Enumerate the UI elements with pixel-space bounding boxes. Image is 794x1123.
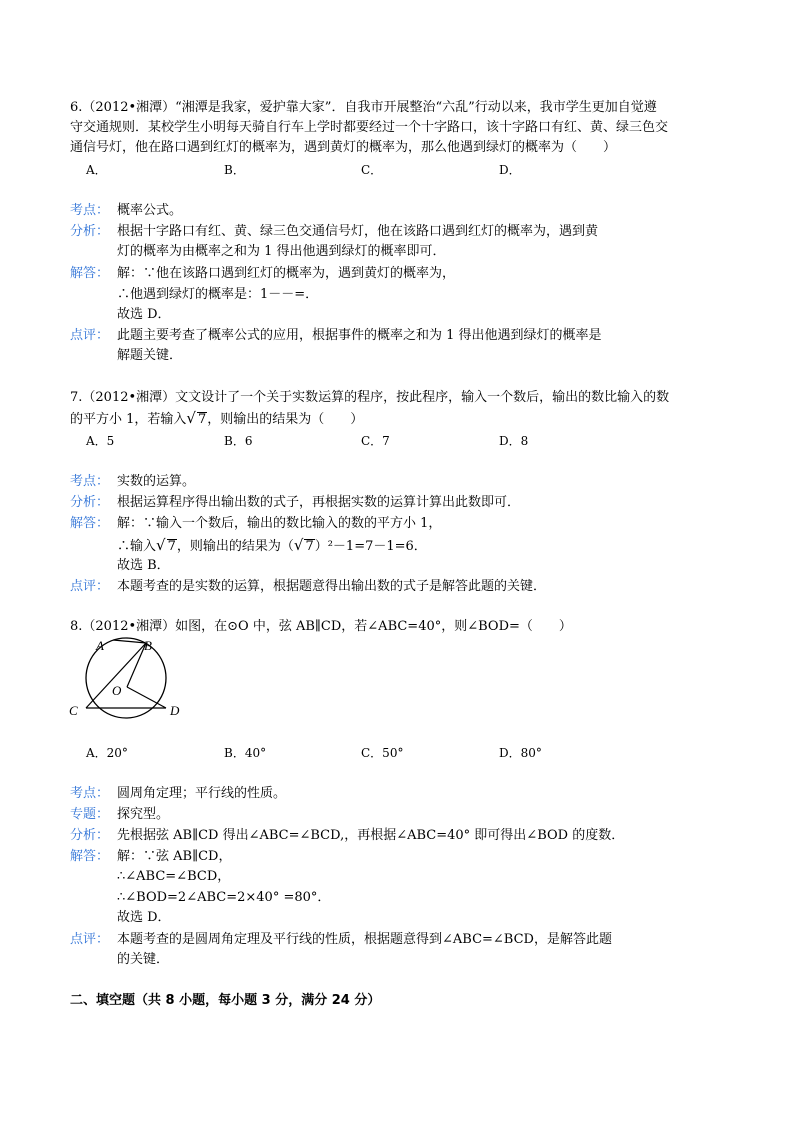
q7-stem-line1: 7.（2012•湘潭）文文设计了一个关于实数运算的程序，按此程序，输入一个数后，输出的数比输入的数 (70, 390, 670, 405)
q7-jieda2-radicand2: 7 (305, 539, 314, 554)
q6-jieda-line1: 解：∵他在该路口遇到红灯的概率为，遇到黄灯的概率为， (117, 266, 456, 281)
q6-dianping-line1: 此题主要考查了概率公式的应用，根据事件的概率之和为 1 得出他遇到绿灯的概率是 (117, 328, 602, 343)
q8-zhuanti: 探究型。 (117, 807, 170, 822)
q8-dianping-label: 点评： (70, 932, 110, 947)
q6-option-a: A． (86, 163, 107, 177)
q8-kaodian: 圆周角定理；平行线的性质。 (117, 786, 287, 801)
q7-jieda-line2 (117, 535, 427, 557)
circle-figure (66, 637, 190, 721)
q6-jieda-line2: ∴他遇到绿灯的概率是：1－－=． (117, 287, 319, 302)
q7-stem-pre: 的平方小 1，若输入 (70, 412, 187, 427)
q6-stem-line1: 6.（2012•湘潭）“湘潭是我家，爱护靠大家”．自我市开展整治“六乱”行动以来，我市学生更加自觉遵 (70, 100, 657, 115)
q8-jieda-line1: 解：∵弦 AB∥CD， (117, 849, 232, 864)
q8-option-c: C．50° (361, 746, 404, 760)
q7-option-d: D．8 (499, 434, 529, 448)
q7-kaodian-label: 考点： (70, 474, 110, 489)
q7-jieda2-pre: ∴输入 (117, 539, 157, 554)
q8-option-d: D．80° (499, 746, 542, 760)
q7-stem-radicand: 7 (197, 412, 207, 427)
q8-kaodian-label: 考点： (70, 786, 110, 801)
q8-zhuanti-label: 专题： (70, 807, 110, 822)
point-label-a: A (96, 638, 104, 653)
q8-option-b: B．40° (224, 746, 267, 760)
q7-option-a: A．5 (86, 434, 115, 448)
q6-jieda-label: 解答： (70, 266, 110, 281)
q6-fenxi-label: 分析： (70, 224, 110, 239)
radius-od (127, 687, 166, 708)
q6-dianping-line2: 解题关键． (117, 348, 183, 363)
q7-dianping-label: 点评： (70, 579, 110, 594)
q7-fenxi-label: 分析： (70, 495, 110, 510)
point-label-d: D (170, 703, 180, 718)
q6-option-d: D． (499, 163, 521, 177)
q8-fenxi: 先根据弦 AB∥CD 得出∠ABC=∠BCD,，再根据∠ABC=40° 即可得出∠BOD 的度数． (117, 828, 625, 843)
q6-option-b: B． (224, 163, 245, 177)
q7-option-c: C．7 (361, 434, 390, 448)
q6-jieda-line3: 故选 D． (117, 307, 171, 322)
q7-jieda2-mid: ，则输出的结果为（ (176, 539, 294, 554)
q8-option-a: A．20° (86, 746, 128, 760)
q8-fenxi-label: 分析： (70, 828, 110, 843)
point-label-o: O (112, 683, 122, 698)
q6-kaodian: 概率公式。 (117, 203, 183, 218)
q7-jieda-line3: 故选 B． (117, 558, 170, 573)
q7-fenxi: 根据运算程序得出输出数的式子，再根据实数的运算计算出此数即可． (117, 495, 521, 510)
q6-kaodian-label: 考点： (70, 203, 110, 218)
q6-option-c: C． (361, 163, 383, 177)
sqrt-sign-icon: √ (293, 536, 304, 554)
q7-stem-line2 (70, 408, 363, 430)
q7-option-b: B．6 (224, 434, 253, 448)
section-heading: 二、填空题（共 8 小题，每小题 3 分，满分 24 分） (70, 993, 381, 1008)
point-label-b: B (144, 638, 152, 653)
q7-jieda2-post: ）²－1=7－1=6． (314, 539, 427, 554)
q6-stem-line3: 通信号灯，他在路口遇到红灯的概率为，遇到黄灯的概率为，那么他遇到绿灯的概率为（ ） (70, 140, 617, 155)
q6-stem-line2: 守交通规则．某校学生小明每天骑自行车上学时都要经过一个十字路口，该十字路口有红、黄、绿三色交 (70, 120, 669, 135)
q7-dianping: 本题考查的是实数的运算，根据题意得出输出数的式子是解答此题的关键． (117, 579, 547, 594)
q7-jieda-label: 解答： (70, 516, 110, 531)
q8-jieda-line3: ∴∠BOD=2∠ABC=2×40° =80°． (117, 890, 331, 905)
q8-jieda-line4: 故选 D． (117, 910, 171, 925)
q7-jieda-line1: 解：∵输入一个数后，输出的数比输入的数的平方小 1， (117, 516, 442, 531)
q7-jieda2-radicand: 7 (167, 539, 176, 554)
q7-kaodian: 实数的运算。 (117, 474, 196, 489)
q8-dianping-line1: 本题考查的是圆周角定理及平行线的性质，根据题意得到∠ABC=∠BCD，是解答此题 (117, 932, 612, 947)
q6-fenxi-line2: 灯的概率为由概率之和为 1 得出他遇到绿灯的概率即可． (117, 244, 446, 259)
q8-jieda-label: 解答： (70, 849, 110, 864)
q8-jieda-line2: ∴∠ABC=∠BCD， (117, 869, 231, 884)
q7-stem-post: ，则输出的结果为（ ） (207, 412, 364, 427)
point-label-c: C (69, 703, 78, 718)
q8-dianping-line2: 的关键． (117, 952, 170, 967)
sqrt-sign-icon: √ (186, 409, 196, 427)
q6-dianping-label: 点评： (70, 328, 110, 343)
sqrt-sign-icon: √ (156, 536, 166, 554)
q6-fenxi-line1: 根据十字路口有红、黄、绿三色交通信号灯，他在该路口遇到红灯的概率为，遇到黄 (117, 224, 599, 239)
q8-stem-line1: 8.（2012•湘潭）如图，在⊙O 中，弦 AB∥CD，若∠ABC=40°，则∠BOD=（ ） (70, 619, 572, 634)
